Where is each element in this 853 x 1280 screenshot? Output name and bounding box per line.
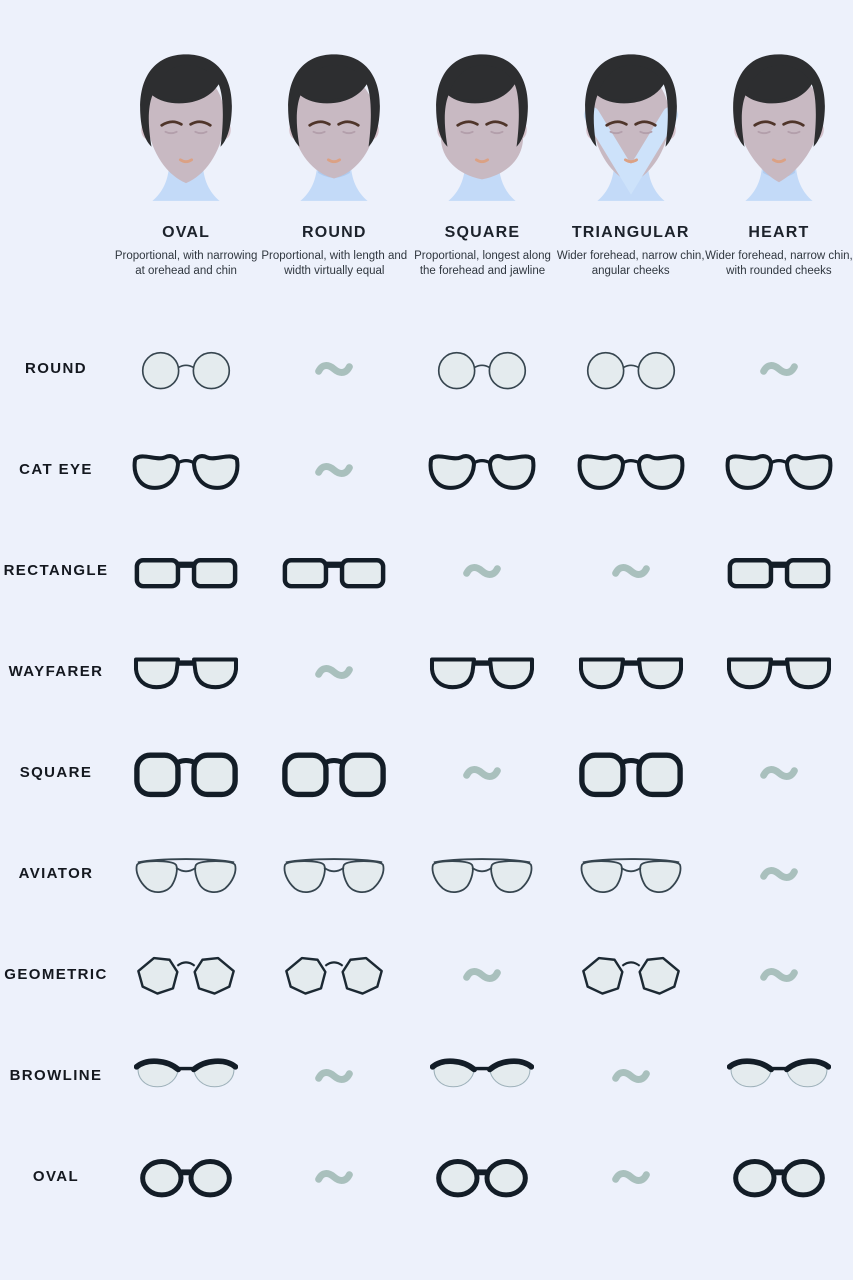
tilde-icon: [462, 762, 502, 784]
cell-round-oval: [112, 318, 260, 419]
tilde-icon: [462, 560, 502, 582]
face-column-square: [408, 40, 556, 279]
face-column-round: [260, 40, 408, 279]
tilde-icon: [314, 661, 354, 683]
tilde-icon: [759, 863, 799, 885]
frame-style-row-square: [0, 722, 853, 823]
cell-square-oval: [112, 722, 260, 823]
tilde-icon: [611, 1166, 651, 1188]
rectangle-glasses-icon: [132, 546, 240, 596]
frame-style-row-browline: [0, 1025, 853, 1126]
oval-face-icon: [116, 40, 256, 218]
cell-round-round: [260, 318, 408, 419]
cell-aviator-triangular: [557, 823, 705, 924]
frame-style-label: RECTANGLE: [3, 562, 109, 579]
frame-style-label: SQUARE: [19, 764, 93, 781]
square-glasses-icon: [577, 748, 685, 798]
round-glasses-icon: [433, 346, 531, 392]
face-shape-description: Wider forehead, narrow chin, angular cheeks: [556, 250, 705, 278]
frame-style-row-cat-eye: [0, 419, 853, 520]
wayfarer-glasses-icon: [725, 647, 833, 697]
heart-face-icon: [709, 40, 849, 218]
cat-eye-glasses-icon: [428, 445, 536, 495]
face-shape-name: HEART: [748, 224, 810, 241]
face-shape-name: SQUARE: [444, 224, 521, 241]
aviator-glasses-icon: [132, 849, 240, 899]
round-glasses-icon: [137, 346, 235, 392]
cell-aviator-square: [408, 823, 556, 924]
frame-style-label: GEOMETRIC: [4, 966, 108, 983]
browline-glasses-icon: [134, 1051, 238, 1100]
browline-glasses-icon: [727, 1051, 831, 1100]
square-glasses-icon: [280, 748, 388, 798]
face-shapes-header: [0, 0, 853, 318]
tilde-icon: [314, 1166, 354, 1188]
cell-square-square: [408, 722, 556, 823]
face-shape-description: Proportional, with length and width virtually equal: [261, 250, 408, 278]
geometric-glasses-icon: [579, 950, 683, 999]
cell-round-heart: [705, 318, 853, 419]
cell-square-triangular: [557, 722, 705, 823]
frame-style-row-aviator: [0, 823, 853, 924]
cell-oval-triangular: [557, 1126, 705, 1227]
oval-glasses-icon: [729, 1153, 829, 1200]
cell-oval-oval: [112, 1126, 260, 1227]
cell-wayfarer-round: [260, 621, 408, 722]
cell-oval-heart: [705, 1126, 853, 1227]
cell-round-triangular: [557, 318, 705, 419]
cell-round-square: [408, 318, 556, 419]
cell-cat-eye-heart: [705, 419, 853, 520]
cell-wayfarer-triangular: [557, 621, 705, 722]
cell-oval-round: [260, 1126, 408, 1227]
frame-style-label: AVIATOR: [18, 865, 94, 882]
cat-eye-glasses-icon: [577, 445, 685, 495]
cell-geometric-heart: [705, 924, 853, 1025]
oval-glasses-icon: [136, 1153, 236, 1200]
face-column-triangular: [557, 40, 705, 279]
face-shape-description: Wider forehead, narrow chin, with rounded cheeks: [705, 250, 853, 278]
cell-browline-heart: [705, 1025, 853, 1126]
frame-style-label: CAT EYE: [19, 461, 93, 478]
cell-browline-oval: [112, 1025, 260, 1126]
frame-style-row-round: [0, 318, 853, 419]
tilde-icon: [611, 1065, 651, 1087]
aviator-glasses-icon: [280, 849, 388, 899]
round-glasses-icon: [582, 346, 680, 392]
frame-style-row-rectangle: [0, 520, 853, 621]
cell-wayfarer-oval: [112, 621, 260, 722]
cell-cat-eye-round: [260, 419, 408, 520]
cell-browline-square: [408, 1025, 556, 1126]
cell-geometric-triangular: [557, 924, 705, 1025]
face-shape-description: Proportional, longest along the forehead and jawline: [414, 250, 551, 278]
frame-style-label: WAYFARER: [8, 663, 104, 680]
cell-rectangle-oval: [112, 520, 260, 621]
square-face-icon: [412, 40, 552, 218]
cell-oval-square: [408, 1126, 556, 1227]
wayfarer-glasses-icon: [132, 647, 240, 697]
cell-geometric-square: [408, 924, 556, 1025]
face-shape-name: TRIANGULAR: [571, 224, 690, 241]
geometric-glasses-icon: [134, 950, 238, 999]
tilde-icon: [462, 964, 502, 986]
frame-style-label: ROUND: [25, 360, 87, 377]
cat-eye-glasses-icon: [132, 445, 240, 495]
cell-geometric-oval: [112, 924, 260, 1025]
tilde-icon: [314, 459, 354, 481]
cell-square-round: [260, 722, 408, 823]
cell-wayfarer-square: [408, 621, 556, 722]
face-shape-name: ROUND: [301, 224, 367, 241]
tilde-icon: [759, 762, 799, 784]
cell-wayfarer-heart: [705, 621, 853, 722]
cell-cat-eye-triangular: [557, 419, 705, 520]
browline-glasses-icon: [430, 1051, 534, 1100]
cell-aviator-round: [260, 823, 408, 924]
cell-aviator-heart: [705, 823, 853, 924]
frame-style-label: OVAL: [32, 1168, 80, 1185]
face-column-heart: [705, 40, 853, 279]
geometric-glasses-icon: [282, 950, 386, 999]
wayfarer-glasses-icon: [428, 647, 536, 697]
tilde-icon: [611, 560, 651, 582]
face-shape-name: OVAL: [162, 224, 211, 241]
cell-cat-eye-oval: [112, 419, 260, 520]
triangular-face-icon: [561, 40, 701, 218]
wayfarer-glasses-icon: [577, 647, 685, 697]
cell-rectangle-square: [408, 520, 556, 621]
cell-browline-triangular: [557, 1025, 705, 1126]
cell-rectangle-round: [260, 520, 408, 621]
cell-cat-eye-square: [408, 419, 556, 520]
cell-aviator-oval: [112, 823, 260, 924]
face-shape-description: Proportional, with narrowing at orehead and chin: [114, 250, 258, 278]
compatibility-matrix: [0, 318, 853, 1227]
frame-style-label: BROWLINE: [9, 1067, 103, 1084]
round-face-icon: [264, 40, 404, 218]
face-column-oval: [112, 40, 260, 279]
square-glasses-icon: [132, 748, 240, 798]
frame-style-row-oval: [0, 1126, 853, 1227]
cell-browline-round: [260, 1025, 408, 1126]
cell-rectangle-triangular: [557, 520, 705, 621]
cell-rectangle-heart: [705, 520, 853, 621]
frame-style-row-wayfarer: [0, 621, 853, 722]
cell-geometric-round: [260, 924, 408, 1025]
rectangle-glasses-icon: [725, 546, 833, 596]
tilde-icon: [759, 964, 799, 986]
oval-glasses-icon: [432, 1153, 532, 1200]
tilde-icon: [314, 1065, 354, 1087]
tilde-icon: [314, 358, 354, 380]
cat-eye-glasses-icon: [725, 445, 833, 495]
rectangle-glasses-icon: [280, 546, 388, 596]
tilde-icon: [759, 358, 799, 380]
aviator-glasses-icon: [428, 849, 536, 899]
frame-style-row-geometric: [0, 924, 853, 1025]
aviator-glasses-icon: [577, 849, 685, 899]
cell-square-heart: [705, 722, 853, 823]
